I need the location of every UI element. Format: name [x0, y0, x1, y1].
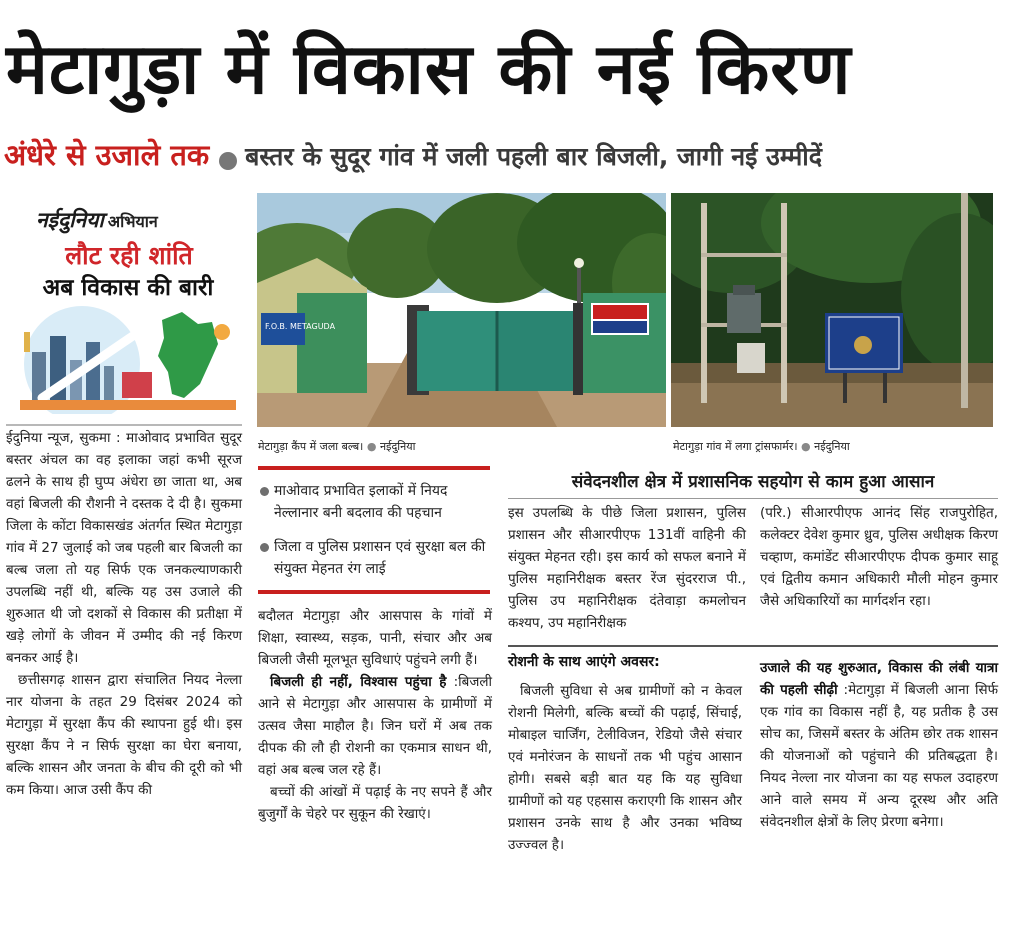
col1-paragraph-2: छत्तीसगढ़ शासन द्वारा संचालित नियद नेल्ला नार योजना के तहत 29 दिसंबर 2024 को मेटागुड़ा में सुरक्षा कैंप की स्थापना हुई थी। इस सुरक्षा कैंप ने न सिर्फ सुरक्षा का घेरा बनाया, बल्कि शासन और जनता के बीच की दूरी को भी कम किया। आज उसी कैंप की [6, 672, 242, 798]
campaign-box [4, 200, 250, 418]
col3-subhead: रोशनी के साथ आएंगे अवसर: [508, 654, 660, 670]
article-column-1 [6, 427, 242, 801]
campaign-line-red: लौट रही शांति [65, 241, 193, 270]
headline: मेटागुड़ा में विकास की नई किरण [6, 28, 852, 110]
subheadline [4, 135, 1009, 179]
section-headline: संवेदनशील क्षेत्र में प्रशासनिक सहयोग से काम हुआ आसान [571, 472, 935, 492]
highlights-bottom-bar [258, 590, 490, 594]
subhead-text: बस्तर के सुदूर गांव में जली पहली बार बिजली, जागी नई उम्मीदें [245, 142, 823, 171]
col1-paragraph-1: ईदुनिया न्यूज, सुकमा : माओवाद प्रभावित सुदूर बस्तर अंचल का वह इलाका जहां कभी सूरज ढलने के साथ ही घुप्प अंधेरा छा जाता था, अब वहां बिजली की रौशनी ने दस्तक दे दी है। सुकमा जिला के कोंटा विकासखंड अंतर्गत स्थित मेटागुड़ा गांव में 27 जुलाई को जब पहली बार बिजली का बल्ब जला तो यह सिर्फ एक जनकल्याणकारी उपलब्धि नहीं थी, बल्कि यह उस उजाले की शुरुआत थी जो दशकों से विकास की प्रतीक्षा में खड़े लोगों के जीवन में उम्मीद की नई किरण बनकर आई है। [6, 430, 242, 666]
photo1-credit: नईदुनिया [379, 440, 416, 453]
col4-paragraph-1: :मेटागुड़ा में बिजली आना सिर्फ एक गांव का विकास नहीं है, यह प्रतीक है उस सोच का, जिसमें बस्तर के अंतिम छोर तक शासन की योजनाओं को पहुंचाने की प्रतिबद्धता है। नियद नेल्ला नार योजना का यह सफल उदाहरण आने वाले समय में अन्य दूरस्थ और अति संवेदनशील क्षेत्रों के लिए प्रेरणा बनेगा। [760, 682, 998, 830]
column-divider [6, 424, 242, 426]
col2-paragraph-3: बच्चों की आंखों में पढ़ाई के नए सपने हैं और बुजुर्गों के चेहरे पर सुकून की रेखाएं। [258, 784, 492, 822]
photo-transformer [671, 193, 993, 427]
photo1-caption [258, 439, 415, 454]
brand-tag: अभियान [107, 212, 158, 231]
col3-paragraph-1: बिजली सुविधा से अब ग्रामीणों को न केवल रोशनी मिलेगी, बल्कि बच्चों की पढ़ाई, सिंचाई, मोबाइल चार्जिंग, टेलीविजन, रेडियो जैसे संचार एवं मनोरंजन के साधनों तक भी पहुंच आसान होगी। सबसे बड़ी बात यह कि यह सुविधा ग्रामीणों को यह एहसास कराएगी कि शासन और प्रशासन उनके साथ है और उनका भविष्य उज्ज्वल है। [508, 683, 742, 853]
highlights-top-bar [258, 466, 490, 470]
section-rule [508, 498, 998, 499]
article-column-4 [760, 657, 998, 833]
caption-dot-icon: ● [366, 440, 377, 453]
photo2-caption [673, 439, 850, 454]
photo-camp-gate [257, 193, 666, 427]
subhead-kicker: अंधेरे से उजाले तक [4, 138, 210, 172]
photo2-credit: नईदुनिया [814, 440, 850, 453]
photo1-caption-text: मेटागुड़ा कैंप में जला बल्ब। [258, 440, 364, 453]
col2-paragraph-2: :बिजली आने से मेटागुड़ा और आसपास के ग्रामीणों में उत्सव जैसा माहौल है। जिन घरों में अब तक दीपक की लौ ही रोशनी का एकमात्र साधन थी, वहां अब बल्ब जल रहे हैं। [258, 674, 493, 778]
section-text-right [760, 502, 998, 612]
col2-subhead: बिजली ही नहीं, विश्वास पहुंचा है [270, 674, 447, 690]
caption-dot-icon: ● [801, 440, 811, 453]
photo1-sign-text: F.O.B. METAGUDA [265, 322, 336, 331]
bullet-dot-icon [219, 152, 237, 170]
article-column-3 [508, 680, 742, 856]
section-right-paragraph: (परि.) सीआरपीएफ आनंद सिंह राजपुरोहित, कलेक्टर देवेश कुमार ध्रुव, पुलिस अधीक्षक किरण चव्हाण, कमांडेंट सीआरपीएफ दीपक कुमार साहू एवं द्वितीय कमान अधिकारी मौली मोहन कुमार जैसे अधिकारियों का मार्गदर्शन रहा। [760, 505, 998, 609]
section-left-paragraph: इस उपलब्धि के पीछे जिला प्रशासन, पुलिस प्रशासन और सीआरपीएफ 131वीं वाहिनी की संयुक्त मेहनत रही। इस कार्य को सफल बनाने में पुलिस महानिरीक्षक बस्तर रेंज सुंदरराज पी., पुलिस उप महानिरीक्षक दंतेवाड़ा कमलोचन कश्यप, उप महानिरीक्षक [508, 505, 746, 631]
section-bottom-rule [508, 645, 998, 647]
col2-paragraph-1: बदौलत मेटागुड़ा और आसपास के गांवों में शिक्षा, स्वास्थ्य, सड़क, पानी, संचार और अब बिजली जैसी मूलभूत सुविधाएं पहुंचने लगी हैं। [258, 608, 492, 668]
highlight-item: माओवाद प्रभावित इलाकों में नियद नेल्लानार बनी बदलाव की पहचान [258, 480, 490, 524]
highlights-box [258, 466, 490, 596]
development-illustration-icon [12, 302, 244, 414]
highlight-item: जिला व पुलिस प्रशासन एवं सुरक्षा बल की संयुक्त मेहनत रंग लाई [258, 536, 490, 580]
campaign-line-black: अब विकास की बारी [42, 275, 214, 301]
section-text-left [508, 502, 746, 634]
article-column-2 [258, 605, 492, 825]
photo2-caption-text: मेटागुड़ा गांव में लगा ट्रांसफार्मर। [673, 440, 798, 453]
col4-subhead: उजाले की यह शुरुआत, विकास की लंबी यात्रा की पहली सीढ़ी [760, 660, 998, 698]
campaign-brand [36, 206, 226, 234]
brand-logo: नईदुनिया [36, 208, 104, 232]
